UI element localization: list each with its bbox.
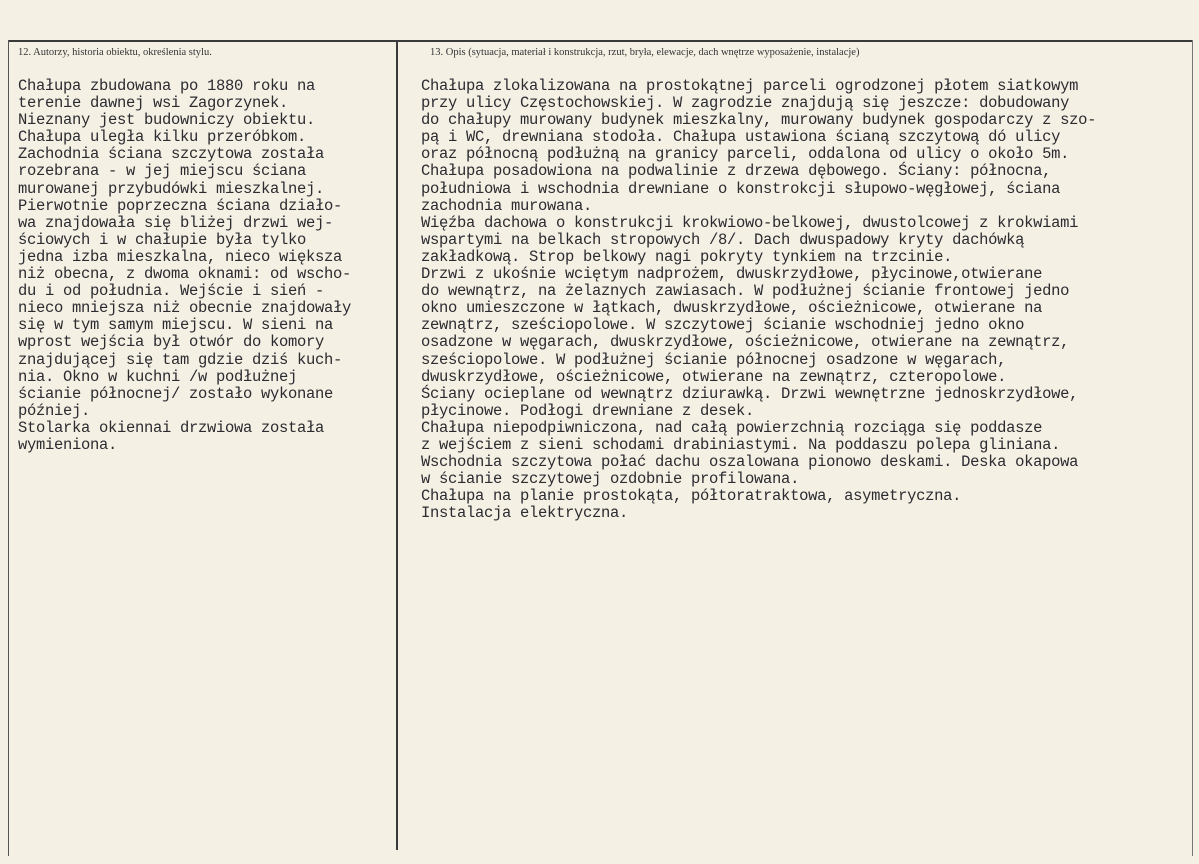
section-12-header: 12. Autorzy, historia obiektu, określenia stylu. xyxy=(18,47,212,58)
column-divider xyxy=(396,40,398,850)
history-text-line: Nieznany jest budowniczy obiektu. xyxy=(18,111,316,130)
description-text-line: Więźba dachowa o konstrukcji krokwiowo-belkowej, dwustolcowej z krokwiami xyxy=(421,213,1079,232)
description-text-line: płycinowe. Podłogi drewniane z desek. xyxy=(421,401,755,420)
history-text-line: Stolarka okiennai drzwiowa została xyxy=(18,418,325,437)
description-text-line: Chałupa zlokalizowana na prostokątnej parceli ogrodzonej płotem siatkowym xyxy=(421,77,1079,95)
card-top-rule xyxy=(8,40,1193,42)
history-text-line: Chałupa zbudowana po 1880 roku na xyxy=(18,77,316,95)
history-text-line: wa znajdowała się bliżej drzwi wej- xyxy=(18,213,334,232)
description-text-line: zewnątrz, sześciopolowe. W szczytowej ścianie wschodniej jedno okno xyxy=(421,316,1025,335)
history-text-line: wymieniona. xyxy=(18,435,118,454)
description-text-line: Chałupa na planie prostokąta, półtoratraktowa, asymetryczna. xyxy=(421,487,962,506)
history-text-line: nia. Okno w kuchni /w podłużnej xyxy=(18,367,298,386)
description-text-block xyxy=(421,78,1191,522)
history-text-line: jedna izba mieszkalna, nieco większa xyxy=(18,247,343,266)
section-13-header: 13. Opis (sytuacja, materiał i konstrukcja, rzut, bryła, elewacje, dach wnętrze wyposażenie, instalacje) xyxy=(430,47,860,58)
history-text-line: znajdującej się tam gdzie dziś kuch- xyxy=(18,350,343,369)
description-text-line: Instalacja elektryczna. xyxy=(421,504,629,523)
description-text-line: osadzone w węgarach, dwuskrzydłowe, ościeżnicowe, otwierane na zewnątrz, xyxy=(421,333,1070,352)
description-text-line: pą i WC, drewniana stodoła. Chałupa ustawiona ścianą szczytową dó ulicy xyxy=(421,128,1061,147)
description-text-line: w ścianie szczytowej ozdobnie profilowana. xyxy=(421,470,800,489)
description-text-line: zachodnia murowana. xyxy=(421,196,593,215)
description-text-line: wspartymi na belkach stropowych /8/. Dach dwuspadowy kryty dachówką xyxy=(421,230,1025,249)
card-left-border xyxy=(8,40,9,856)
description-text-line: oraz północną podłużną na granicy parceli, oddalona od ulicy o około 5m. xyxy=(421,145,1070,164)
history-text-block xyxy=(18,78,392,454)
description-text-line: do wewnątrz, na żelaznych zawiasach. W podłużnej ścianie frontowej jedno xyxy=(421,282,1070,301)
description-text-line: sześciopolowe. W podłużnej ścianie północnej osadzone w węgarach, xyxy=(421,350,1007,369)
history-text-line: du i od południa. Wejście i sień - xyxy=(18,282,325,301)
description-text-line: Drzwi z ukośnie wciętym nadprożem, dwuskrzydłowe, płycinowe,otwierane xyxy=(421,265,1043,284)
description-text-line: południowa i wschodnia drewniane o konstrokcji słupowo-węgłowej, ściana xyxy=(421,179,1061,198)
history-text-line: terenie dawnej wsi Zagorzynek. xyxy=(18,94,289,113)
description-text-line: okno umieszczone w łątkach, dwuskrzydłowe, ościeżnicowe, otwierane na xyxy=(421,299,1043,318)
history-text-line: ścianie północnej/ zostało wykonane xyxy=(18,384,334,403)
description-text-line: zakładkową. Strop belkowy nagi pokryty tynkiem na trzcinie. xyxy=(421,247,953,266)
history-text-line: Zachodnia ściana szczytowa została xyxy=(18,145,325,164)
description-text-line: Ściany ocieplane od wewnątrz dziurawką. Drzwi wewnętrzne jednoskrzydłowe, xyxy=(421,384,1079,403)
description-text-line: dwuskrzydłowe, ościeżnicowe, otwierane na zewnątrz, czteropolowe. xyxy=(421,367,1007,386)
history-text-line: murowanej przybudówki mieszkalnej. xyxy=(18,179,325,198)
description-text-line: do chałupy murowany budynek mieszkalny, murowany budynek gospodarczy z szo- xyxy=(421,111,1097,130)
history-text-line: Pierwotnie poprzeczna ściana działo- xyxy=(18,196,343,215)
history-text-line: się w tym samym miejscu. W sieni na xyxy=(18,316,334,335)
history-text-line: ściowych i w chałupie była tylko xyxy=(18,230,307,249)
card-right-border xyxy=(1192,40,1193,856)
history-text-line: wprost wejścia był otwór do komory xyxy=(18,333,325,352)
history-text-line: niż obecna, z dwoma oknami: od wscho- xyxy=(18,265,352,284)
history-text-line: później. xyxy=(18,401,91,420)
description-text-line: Wschodnia szczytowa połać dachu oszalowana pionowo deskami. Deska okapowa xyxy=(421,453,1079,472)
description-text-line: z wejściem z sieni schodami drabiniastymi. Na poddaszu polepa gliniana. xyxy=(421,435,1061,454)
description-text-line: Chałupa niepodpiwniczona, nad całą powierzchnią rozciąga się poddasze xyxy=(421,418,1043,437)
description-text-line: Chałupa posadowiona na podwalinie z drzewa dębowego. Ściany: północna, xyxy=(421,162,1052,181)
history-text-line: rozebrana - w jej miejscu ściana xyxy=(18,162,307,181)
description-text-line: przy ulicy Częstochowskiej. W zagrodzie znajdują się jeszcze: dobudowany xyxy=(421,94,1070,113)
history-text-line: Chałupa uległa kilku przeróbkom. xyxy=(18,128,307,147)
history-text-line: nieco mniejsza niż obecnie znajdowały xyxy=(18,299,352,318)
